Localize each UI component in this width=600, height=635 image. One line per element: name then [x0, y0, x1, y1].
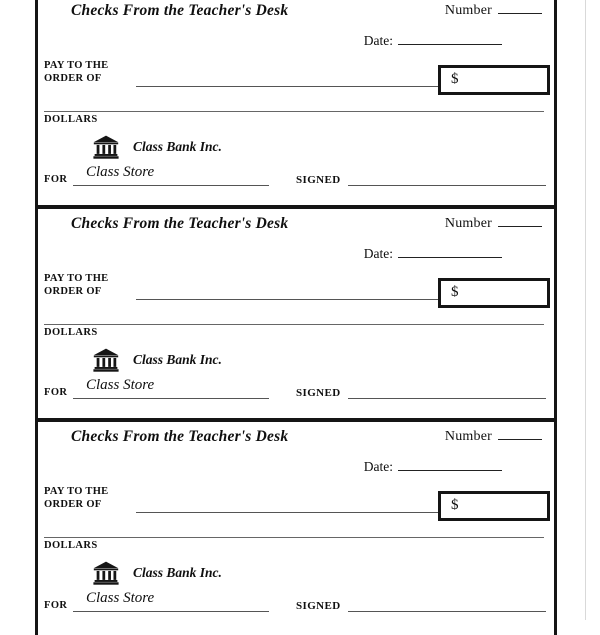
check-date-field[interactable] — [364, 246, 502, 262]
check-title: Checks From the Teacher's Desk — [71, 428, 289, 445]
check-number-blank[interactable] — [498, 439, 542, 440]
pay-to-the-label: PAY TO THE — [44, 273, 109, 284]
for-value: Class Store — [86, 377, 155, 393]
bank-name: Class Bank Inc. — [133, 565, 222, 580]
bank-branding — [93, 560, 222, 586]
dollars-label: DOLLARS — [44, 327, 98, 338]
check-date-blank[interactable] — [398, 44, 502, 45]
dollar-sign-icon: $ — [451, 284, 459, 300]
check-form[interactable] — [38, 209, 554, 422]
pay-to-the-order-of-label — [44, 486, 108, 511]
dollars-amount-line[interactable] — [44, 111, 544, 112]
check-date-label: Date: — [363, 459, 393, 474]
bank-building-icon — [93, 347, 119, 373]
bank-name: Class Bank Inc. — [133, 352, 222, 367]
check-number-field[interactable] — [445, 429, 542, 445]
dollars-amount-line[interactable] — [44, 324, 544, 325]
for-value: Class Store — [86, 590, 155, 606]
payee-input-line[interactable] — [136, 86, 460, 87]
amount-box[interactable] — [438, 491, 550, 521]
check-number-blank[interactable] — [498, 13, 542, 14]
signature-line[interactable] — [348, 398, 546, 399]
dollars-label: DOLLARS — [44, 114, 98, 125]
page-edge-right — [585, 0, 586, 620]
pay-to-the-order-of-label — [44, 60, 108, 85]
for-label: FOR — [44, 387, 68, 398]
for-input-line[interactable] — [73, 398, 269, 399]
check-number-field[interactable] — [445, 3, 542, 19]
for-input-line[interactable] — [73, 185, 269, 186]
signature-line[interactable] — [348, 185, 546, 186]
payee-input-line[interactable] — [136, 299, 460, 300]
order-of-label: ORDER OF — [44, 72, 102, 84]
check-date-blank[interactable] — [398, 470, 502, 471]
amount-box[interactable] — [438, 278, 550, 308]
dollar-sign-icon: $ — [451, 71, 459, 87]
amount-box[interactable] — [438, 65, 550, 95]
check-date-label: Date: — [363, 33, 393, 48]
pay-to-the-order-of-label — [44, 273, 108, 298]
check-form[interactable] — [38, 0, 554, 209]
for-value: Class Store — [86, 164, 155, 180]
bank-name: Class Bank Inc. — [133, 139, 222, 154]
check-date-blank[interactable] — [398, 257, 502, 258]
pay-to-the-label: PAY TO THE — [44, 60, 109, 71]
check-date-field[interactable] — [364, 33, 502, 49]
for-label: FOR — [44, 600, 68, 611]
pay-to-the-label: PAY TO THE — [44, 486, 109, 497]
dollars-label: DOLLARS — [44, 540, 98, 551]
check-title: Checks From the Teacher's Desk — [71, 215, 289, 232]
check-number-label: Number — [444, 3, 492, 18]
bank-branding — [93, 134, 222, 160]
check-date-field[interactable] — [364, 459, 502, 475]
bank-building-icon — [93, 560, 119, 586]
check-stack — [35, 0, 557, 635]
check-number-blank[interactable] — [498, 226, 542, 227]
check-title: Checks From the Teacher's Desk — [71, 2, 289, 19]
check-date-label: Date: — [363, 246, 393, 261]
bank-building-icon — [93, 134, 119, 160]
order-of-label: ORDER OF — [44, 498, 102, 510]
check-number-label: Number — [444, 216, 492, 231]
signature-line[interactable] — [348, 611, 546, 612]
dollars-amount-line[interactable] — [44, 537, 544, 538]
for-input-line[interactable] — [73, 611, 269, 612]
check-form[interactable] — [38, 422, 554, 635]
check-number-field[interactable] — [445, 216, 542, 232]
payee-input-line[interactable] — [136, 512, 460, 513]
signed-label: SIGNED — [296, 387, 341, 399]
check-number-label: Number — [444, 429, 492, 444]
dollar-sign-icon: $ — [451, 497, 459, 513]
for-label: FOR — [44, 174, 68, 185]
signed-label: SIGNED — [296, 600, 341, 612]
bank-branding — [93, 347, 222, 373]
order-of-label: ORDER OF — [44, 285, 102, 297]
signed-label: SIGNED — [296, 174, 341, 186]
